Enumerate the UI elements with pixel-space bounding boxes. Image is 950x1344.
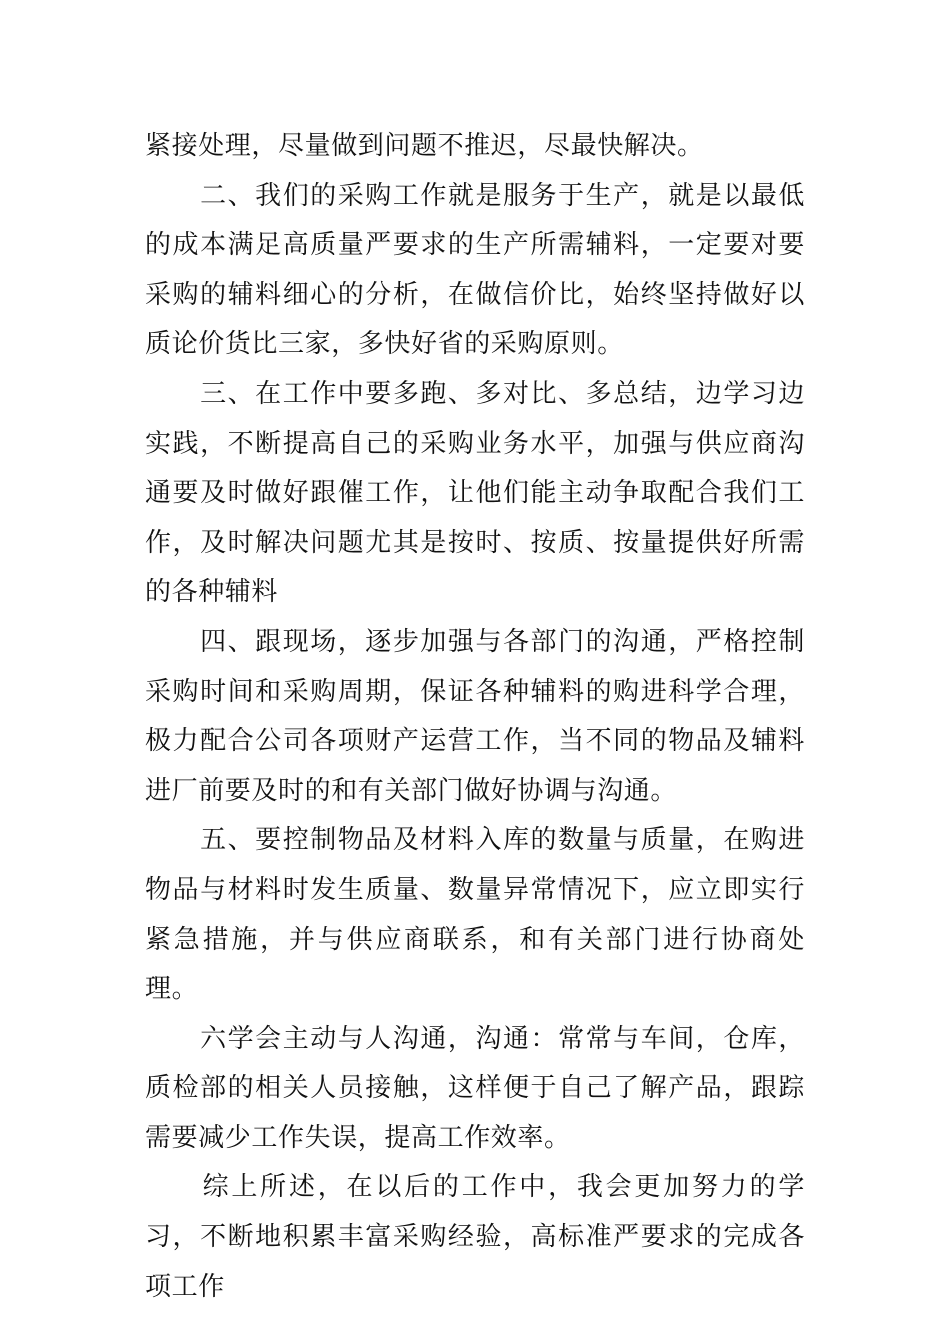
paragraph-item-5: 五、要控制物品及材料入库的数量与质量，在购进物品与材料时发生质量、数量异常情况下，应立即实行紧急措施，并与供应商联系，和有关部门进行协商处理。 (145, 825, 805, 1005)
document-body (145, 122, 805, 1312)
paragraph-item-3: 三、在工作中要多跑、多对比、多总结，边学习边实践，不断提高自己的采购业务水平，加强与供应商沟通要及时做好跟催工作，让他们能主动争取配合我们工作，及时解决问题尤其是按时、按质、按量提供好所需的各种辅料 (145, 378, 805, 608)
paragraph-item-4: 四、跟现场，逐步加强与各部门的沟通，严格控制采购时间和采购周期，保证各种辅料的购进科学合理，极力配合公司各项财产运营工作，当不同的物品及辅料进厂前要及时的和有关部门做好协调与沟通。 (145, 626, 805, 806)
paragraph-item-2: 二、我们的采购工作就是服务于生产，就是以最低的成本满足高质量严要求的生产所需辅料，一定要对要采购的辅料细心的分析，在做信价比，始终坚持做好以质论价货比三家，多快好省的采购原则。 (145, 180, 805, 360)
paragraph-summary: 综上所述，在以后的工作中，我会更加努力的学习，不断地积累丰富采购经验，高标准严要求的完成各项工作 (145, 1172, 805, 1302)
paragraph-continuation: 紧接处理，尽量做到问题不推迟，尽最快解决。 (145, 131, 704, 161)
paragraph-item-6: 六学会主动与人沟通，沟通：常常与车间，仓库，质检部的相关人员接触，这样便于自己了解产品，跟踪需要减少工作失误，提高工作效率。 (145, 1023, 805, 1153)
